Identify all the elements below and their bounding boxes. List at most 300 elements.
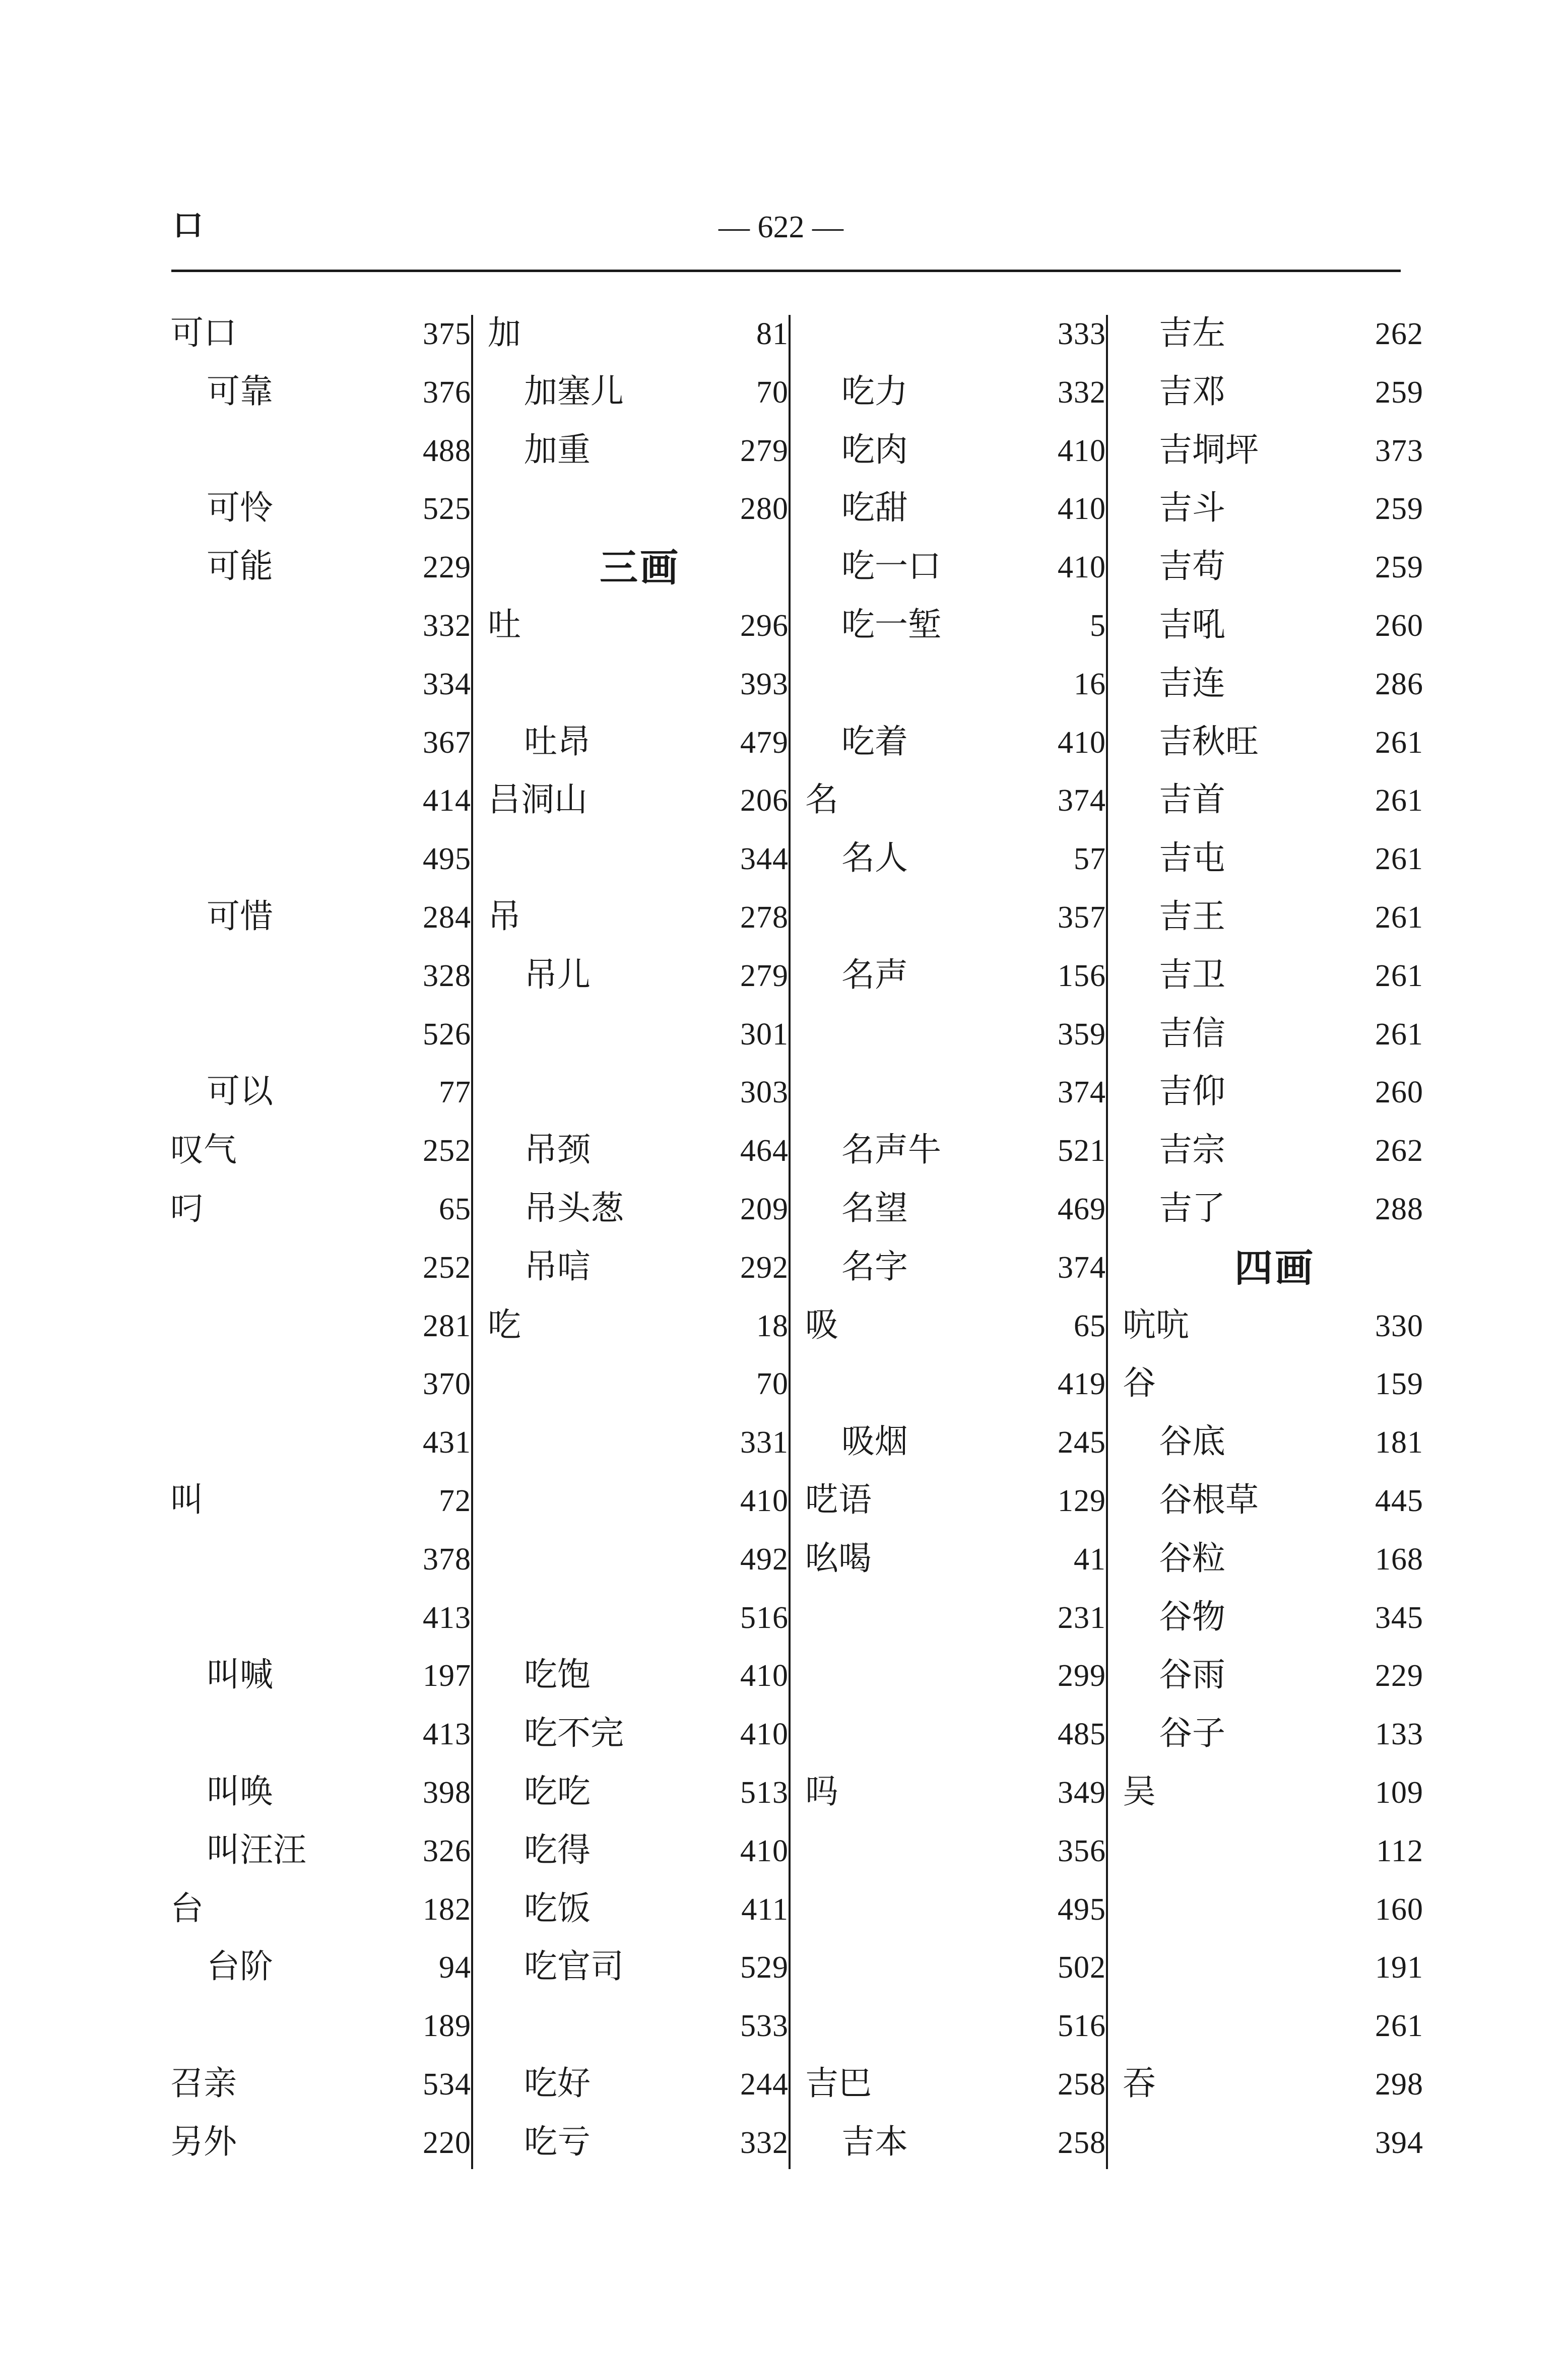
- index-entry: [801, 896, 1114, 954]
- entry-page-ref: 526: [423, 1017, 471, 1052]
- entry-page-ref: 414: [423, 783, 471, 818]
- entry-page-ref: 191: [1375, 1950, 1423, 1985]
- index-entry: [166, 546, 479, 604]
- index-entry: [484, 1596, 796, 1655]
- entry-page-ref: 326: [423, 1834, 471, 1868]
- entry-page-ref: 533: [740, 2009, 789, 2044]
- index-entry: [1119, 663, 1431, 721]
- index-entry: [484, 1421, 796, 1479]
- entry-page-ref: 374: [1058, 783, 1106, 818]
- index-entry: [484, 312, 796, 371]
- entry-term: 吉宗: [1159, 1130, 1225, 1169]
- index-entry: [166, 1713, 479, 1771]
- entry-page-ref: 398: [423, 1775, 471, 1810]
- entry-term: 吉左: [1159, 313, 1225, 352]
- index-entry: [1119, 429, 1431, 488]
- entry-page-ref: 328: [423, 958, 471, 993]
- index-entry: [166, 1771, 479, 1829]
- entry-term: 吐: [488, 605, 521, 644]
- entry-term: 吭吭: [1123, 1305, 1189, 1344]
- entry-term: 谷子: [1159, 1714, 1225, 1753]
- entry-term: 谷: [1123, 1363, 1156, 1403]
- entry-page-ref: 16: [1074, 667, 1106, 701]
- entry-term: 名望: [841, 1188, 908, 1227]
- index-entry: [484, 1946, 796, 2004]
- index-column-4: [1119, 312, 1431, 2180]
- index-entry: [484, 2004, 796, 2063]
- entry-term: 名人: [841, 838, 908, 878]
- index-entry: [166, 1246, 479, 1304]
- index-entry: [1119, 1188, 1431, 1246]
- index-entry: [166, 837, 479, 896]
- stroke-section-heading: [484, 546, 796, 604]
- entry-page-ref: 261: [1375, 2009, 1423, 2044]
- entry-page-ref: 495: [423, 842, 471, 877]
- entry-page-ref: 413: [423, 1600, 471, 1635]
- entry-term: 吉吼: [1159, 605, 1225, 644]
- index-entry: [801, 429, 1114, 488]
- entry-page-ref: 413: [423, 1717, 471, 1752]
- index-entry: [484, 429, 796, 488]
- entry-page-ref: 258: [1058, 2067, 1106, 2102]
- index-entry: [166, 429, 479, 488]
- entry-page-ref: 280: [740, 492, 789, 527]
- entry-term: 吃: [488, 1305, 521, 1344]
- entry-page-ref: 112: [1376, 1834, 1423, 1868]
- entry-page-ref: 370: [423, 1367, 471, 1402]
- index-entry: [166, 1888, 479, 1946]
- index-entry: [1119, 1829, 1431, 1888]
- entry-page-ref: 375: [423, 317, 471, 351]
- entry-page-ref: 94: [439, 1950, 471, 1985]
- entry-page-ref: 261: [1375, 900, 1423, 935]
- entry-page-ref: 331: [740, 1425, 789, 1460]
- entry-term: 吃肉: [841, 430, 908, 469]
- index-entry: [166, 1596, 479, 1655]
- entry-term: 吃饭: [524, 1888, 591, 1928]
- index-entry: [166, 2121, 479, 2180]
- entry-page-ref: 245: [1058, 1425, 1106, 1460]
- entry-term: 名: [805, 780, 838, 819]
- index-entry: [1119, 779, 1431, 837]
- entry-page-ref: 419: [1058, 1367, 1106, 1402]
- index-entry: [801, 1479, 1114, 1538]
- entry-page-ref: 220: [423, 2125, 471, 2160]
- entry-term: 谷粒: [1159, 1538, 1225, 1578]
- index-entry: [1119, 371, 1431, 429]
- entry-term: 可以: [207, 1072, 273, 1111]
- entry-page-ref: 197: [423, 1659, 471, 1693]
- index-entry: [1119, 2121, 1431, 2180]
- index-entry: [1119, 1129, 1431, 1188]
- entry-page-ref: 18: [756, 1309, 789, 1343]
- entry-term: 吉斗: [1159, 488, 1225, 528]
- entry-term: 加重: [524, 430, 591, 469]
- index-entry: [484, 1362, 796, 1421]
- entry-page-ref: 357: [1058, 900, 1106, 935]
- index-entry: [801, 487, 1114, 546]
- index-entry: [166, 1538, 479, 1596]
- entry-term: 吊颈: [524, 1130, 591, 1169]
- entry-page-ref: 292: [740, 1250, 789, 1285]
- entry-term: 吕洞山: [488, 780, 587, 819]
- index-entry: [166, 779, 479, 837]
- index-entry: [166, 1013, 479, 1071]
- entry-term: 可口: [170, 313, 237, 352]
- entry-page-ref: 502: [1058, 1950, 1106, 1985]
- entry-term: 吉了: [1159, 1188, 1225, 1227]
- entry-page-ref: 259: [1375, 550, 1423, 585]
- entry-page-ref: 345: [1375, 1600, 1423, 1635]
- entry-page-ref: 367: [423, 725, 471, 760]
- index-entry: [484, 1829, 796, 1888]
- entry-term: 吉秋旺: [1159, 722, 1259, 761]
- index-entry: [1119, 837, 1431, 896]
- entry-page-ref: 410: [740, 1717, 789, 1752]
- index-entry: [484, 1479, 796, 1538]
- entry-page-ref: 159: [1375, 1367, 1423, 1402]
- index-entry: [484, 2063, 796, 2121]
- entry-term: 台: [170, 1888, 204, 1928]
- index-entry: [801, 1946, 1114, 2004]
- index-entry: [1119, 604, 1431, 663]
- index-entry: [801, 954, 1114, 1013]
- entry-page-ref: 356: [1058, 1834, 1106, 1868]
- section-title: 四画: [1234, 1245, 1315, 1290]
- entry-term: 吊唁: [524, 1247, 591, 1286]
- index-entry: [484, 954, 796, 1013]
- entry-page-ref: 374: [1058, 1075, 1106, 1110]
- entry-term: 谷雨: [1159, 1655, 1225, 1694]
- index-entry: [801, 1713, 1114, 1771]
- entry-term: 吃着: [841, 722, 908, 761]
- entry-page-ref: 286: [1375, 667, 1423, 701]
- entry-page-ref: 333: [1058, 317, 1106, 351]
- index-entry: [801, 1829, 1114, 1888]
- entry-term: 可怜: [207, 488, 273, 528]
- index-entry: [166, 1421, 479, 1479]
- entry-page-ref: 81: [756, 317, 789, 351]
- entry-page-ref: 513: [740, 1775, 789, 1810]
- entry-page-ref: 378: [423, 1542, 471, 1577]
- entry-page-ref: 529: [740, 1950, 789, 1985]
- index-entry: [801, 2004, 1114, 2063]
- entry-page-ref: 296: [740, 608, 789, 643]
- index-entry: [801, 1013, 1114, 1071]
- entry-term: 谷物: [1159, 1597, 1225, 1636]
- index-entry: [166, 1188, 479, 1246]
- entry-term: 吉垌坪: [1159, 430, 1259, 469]
- entry-term: 吐昂: [524, 722, 591, 761]
- index-entry: [1119, 546, 1431, 604]
- entry-page-ref: 258: [1058, 2125, 1106, 2160]
- entry-page-ref: 65: [1074, 1309, 1106, 1343]
- entry-page-ref: 374: [1058, 1250, 1106, 1285]
- entry-term: 加: [488, 313, 521, 352]
- entry-term: 吗: [805, 1772, 838, 1811]
- header-rule: [171, 270, 1401, 272]
- entry-page-ref: 70: [756, 1367, 789, 1402]
- entry-page-ref: 231: [1058, 1600, 1106, 1635]
- entry-term: 吊头葱: [524, 1188, 624, 1227]
- entry-term: 可靠: [207, 371, 273, 411]
- index-entry: [166, 1479, 479, 1538]
- index-entry: [801, 721, 1114, 779]
- index-entry: [166, 721, 479, 779]
- index-entry: [1119, 1596, 1431, 1655]
- entry-page-ref: 332: [1058, 375, 1106, 410]
- index-entry: [484, 1713, 796, 1771]
- entry-page-ref: 261: [1375, 783, 1423, 818]
- entry-page-ref: 244: [740, 2067, 789, 2102]
- index-entry: [484, 1654, 796, 1713]
- entry-page-ref: 411: [741, 1892, 789, 1927]
- entry-page-ref: 281: [423, 1309, 471, 1343]
- entry-term: 吉连: [1159, 663, 1225, 702]
- index-entry: [166, 954, 479, 1013]
- radical-heading: 口: [173, 208, 203, 243]
- index-column-3: [801, 312, 1114, 2180]
- entry-page-ref: 5: [1090, 608, 1106, 643]
- entry-term: 呓语: [805, 1480, 872, 1519]
- entry-term: 吞: [1123, 2063, 1156, 2103]
- entry-term: 另外: [170, 2122, 237, 2161]
- index-entry: [801, 779, 1114, 837]
- entry-term: 吃亏: [524, 2122, 591, 2161]
- entry-page-ref: 488: [423, 433, 471, 468]
- index-entry: [484, 721, 796, 779]
- entry-page-ref: 394: [1375, 2125, 1423, 2160]
- entry-page-ref: 57: [1074, 842, 1106, 877]
- entry-page-ref: 259: [1375, 375, 1423, 410]
- index-entry: [484, 1304, 796, 1363]
- entry-page-ref: 129: [1058, 1483, 1106, 1518]
- index-entry: [801, 1421, 1114, 1479]
- index-entry: [166, 1829, 479, 1888]
- entry-page-ref: 278: [740, 900, 789, 935]
- index-column-2: [484, 312, 796, 2180]
- index-entry: [1119, 1538, 1431, 1596]
- entry-page-ref: 261: [1375, 725, 1423, 760]
- entry-term: 吃得: [524, 1830, 591, 1869]
- index-entry: [484, 1129, 796, 1188]
- entry-term: 吃吃: [524, 1772, 591, 1811]
- index-entry: [1119, 487, 1431, 546]
- index-entry: [484, 1888, 796, 1946]
- index-entry: [1119, 1421, 1431, 1479]
- entry-page-ref: 376: [423, 375, 471, 410]
- index-entry: [801, 1771, 1114, 1829]
- index-entry: [1119, 312, 1431, 371]
- index-entry: [1119, 2004, 1431, 2063]
- entry-page-ref: 261: [1375, 842, 1423, 877]
- entry-term: 吃力: [841, 371, 908, 411]
- index-entry: [166, 1362, 479, 1421]
- entry-term: 吆喝: [805, 1538, 872, 1578]
- index-entry: [801, 604, 1114, 663]
- index-entry: [801, 1246, 1114, 1304]
- entry-page-ref: 65: [439, 1192, 471, 1226]
- index-entry: [166, 663, 479, 721]
- index-entry: [1119, 1362, 1431, 1421]
- index-entry: [484, 663, 796, 721]
- index-column-1: [166, 312, 479, 2180]
- entry-page-ref: 393: [740, 667, 789, 701]
- index-entry: [166, 487, 479, 546]
- index-entry: [801, 546, 1114, 604]
- entry-page-ref: 410: [740, 1834, 789, 1868]
- entry-page-ref: 168: [1375, 1542, 1423, 1577]
- entry-term: 叫汪汪: [207, 1830, 306, 1869]
- index-entry: [1119, 1013, 1431, 1071]
- index-entry: [166, 2063, 479, 2121]
- index-entry: [801, 2063, 1114, 2121]
- entry-page-ref: 298: [1375, 2067, 1423, 2102]
- entry-term: 叫唤: [207, 1772, 273, 1811]
- index-entry: [1119, 896, 1431, 954]
- index-entry: [1119, 1888, 1431, 1946]
- index-entry: [484, 604, 796, 663]
- entry-term: 召亲: [170, 2063, 237, 2103]
- entry-term: 吸: [805, 1305, 838, 1344]
- entry-page-ref: 410: [1058, 492, 1106, 527]
- entry-page-ref: 261: [1375, 1017, 1423, 1052]
- entry-page-ref: 209: [740, 1192, 789, 1226]
- stroke-section-heading: [1119, 1246, 1431, 1304]
- entry-term: 吃官司: [524, 1947, 624, 1986]
- entry-term: 吊: [488, 896, 521, 936]
- index-entry: [801, 371, 1114, 429]
- entry-term: 谷根草: [1159, 1480, 1259, 1519]
- index-entry: [484, 371, 796, 429]
- index-entry: [801, 312, 1114, 371]
- entry-page-ref: 229: [423, 550, 471, 585]
- index-entry: [1119, 1771, 1431, 1829]
- entry-page-ref: 334: [423, 667, 471, 701]
- entry-term: 谷底: [1159, 1422, 1225, 1461]
- index-entry: [801, 2121, 1114, 2180]
- index-entry: [1119, 1479, 1431, 1538]
- entry-page-ref: 284: [423, 900, 471, 935]
- entry-term: 吉仰: [1159, 1072, 1225, 1111]
- index-entry: [801, 663, 1114, 721]
- index-entry: [484, 896, 796, 954]
- index-entry: [484, 2121, 796, 2180]
- entry-page-ref: 534: [423, 2067, 471, 2102]
- entry-term: 吃好: [524, 2063, 591, 2103]
- index-entry: [801, 1538, 1114, 1596]
- index-entry: [1119, 954, 1431, 1013]
- index-entry: [166, 371, 479, 429]
- entry-term: 吉卫: [1159, 955, 1225, 994]
- index-entry: [1119, 1713, 1431, 1771]
- index-entry: [166, 2004, 479, 2063]
- index-entry: [484, 1538, 796, 1596]
- index-entry: [484, 1071, 796, 1129]
- entry-page-ref: 303: [740, 1075, 789, 1110]
- entry-page-ref: 330: [1375, 1309, 1423, 1343]
- entry-term: 吉本: [841, 2122, 908, 2161]
- entry-page-ref: 410: [740, 1659, 789, 1693]
- entry-page-ref: 279: [740, 958, 789, 993]
- index-entry: [801, 1071, 1114, 1129]
- index-entry: [484, 1188, 796, 1246]
- index-entry: [1119, 1304, 1431, 1363]
- entry-term: 叫喊: [207, 1655, 273, 1694]
- index-entry: [801, 1304, 1114, 1363]
- entry-page-ref: 332: [423, 608, 471, 643]
- index-entry: [166, 1654, 479, 1713]
- index-entry: [801, 1654, 1114, 1713]
- entry-term: 可惜: [207, 896, 273, 936]
- entry-page-ref: 332: [740, 2125, 789, 2160]
- page-number: — 622 —: [718, 210, 843, 244]
- entry-term: 吃不完: [524, 1714, 624, 1753]
- index-entry: [166, 1129, 479, 1188]
- entry-term: 加塞儿: [524, 371, 624, 411]
- entry-page-ref: 229: [1375, 1659, 1423, 1693]
- entry-term: 吃饱: [524, 1655, 591, 1694]
- entry-term: 叼: [170, 1188, 204, 1227]
- entry-term: 吃一口: [841, 547, 941, 586]
- entry-page-ref: 410: [740, 1483, 789, 1518]
- entry-page-ref: 72: [439, 1483, 471, 1518]
- entry-page-ref: 189: [423, 2009, 471, 2044]
- entry-page-ref: 156: [1058, 958, 1106, 993]
- index-entry: [801, 1888, 1114, 1946]
- index-entry: [484, 487, 796, 546]
- entry-page-ref: 261: [1375, 958, 1423, 993]
- entry-page-ref: 410: [1058, 725, 1106, 760]
- index-entry: [484, 779, 796, 837]
- entry-page-ref: 492: [740, 1542, 789, 1577]
- entry-term: 吉巴: [805, 2063, 872, 2103]
- entry-page-ref: 301: [740, 1017, 789, 1052]
- entry-page-ref: 259: [1375, 492, 1423, 527]
- index-entry: [166, 312, 479, 371]
- entry-page-ref: 344: [740, 842, 789, 877]
- entry-page-ref: 262: [1375, 1134, 1423, 1168]
- entry-term: 吉首: [1159, 780, 1225, 819]
- entry-page-ref: 469: [1058, 1192, 1106, 1226]
- entry-term: 吉王: [1159, 896, 1225, 936]
- index-entry: [1119, 1071, 1431, 1129]
- entry-page-ref: 521: [1058, 1134, 1106, 1168]
- index-entry: [1119, 1654, 1431, 1713]
- index-entry: [801, 1362, 1114, 1421]
- entry-term: 吃甜: [841, 488, 908, 528]
- index-entry: [484, 1013, 796, 1071]
- section-title: 三画: [600, 545, 680, 591]
- entry-page-ref: 109: [1375, 1775, 1423, 1810]
- index-entry: [1119, 721, 1431, 779]
- entry-term: 可能: [207, 547, 273, 586]
- entry-page-ref: 445: [1375, 1483, 1423, 1518]
- index-entry: [484, 837, 796, 896]
- entry-term: 吊儿: [524, 955, 591, 994]
- index-entry: [801, 1129, 1114, 1188]
- entry-term: 吉苟: [1159, 547, 1225, 586]
- entry-term: 名声: [841, 955, 908, 994]
- entry-term: 吉屯: [1159, 838, 1225, 878]
- entry-page-ref: 206: [740, 783, 789, 818]
- entry-page-ref: 279: [740, 433, 789, 468]
- entry-term: 名字: [841, 1247, 908, 1286]
- entry-page-ref: 410: [1058, 433, 1106, 468]
- entry-page-ref: 431: [423, 1425, 471, 1460]
- entry-page-ref: 349: [1058, 1775, 1106, 1810]
- entry-page-ref: 41: [1074, 1542, 1106, 1577]
